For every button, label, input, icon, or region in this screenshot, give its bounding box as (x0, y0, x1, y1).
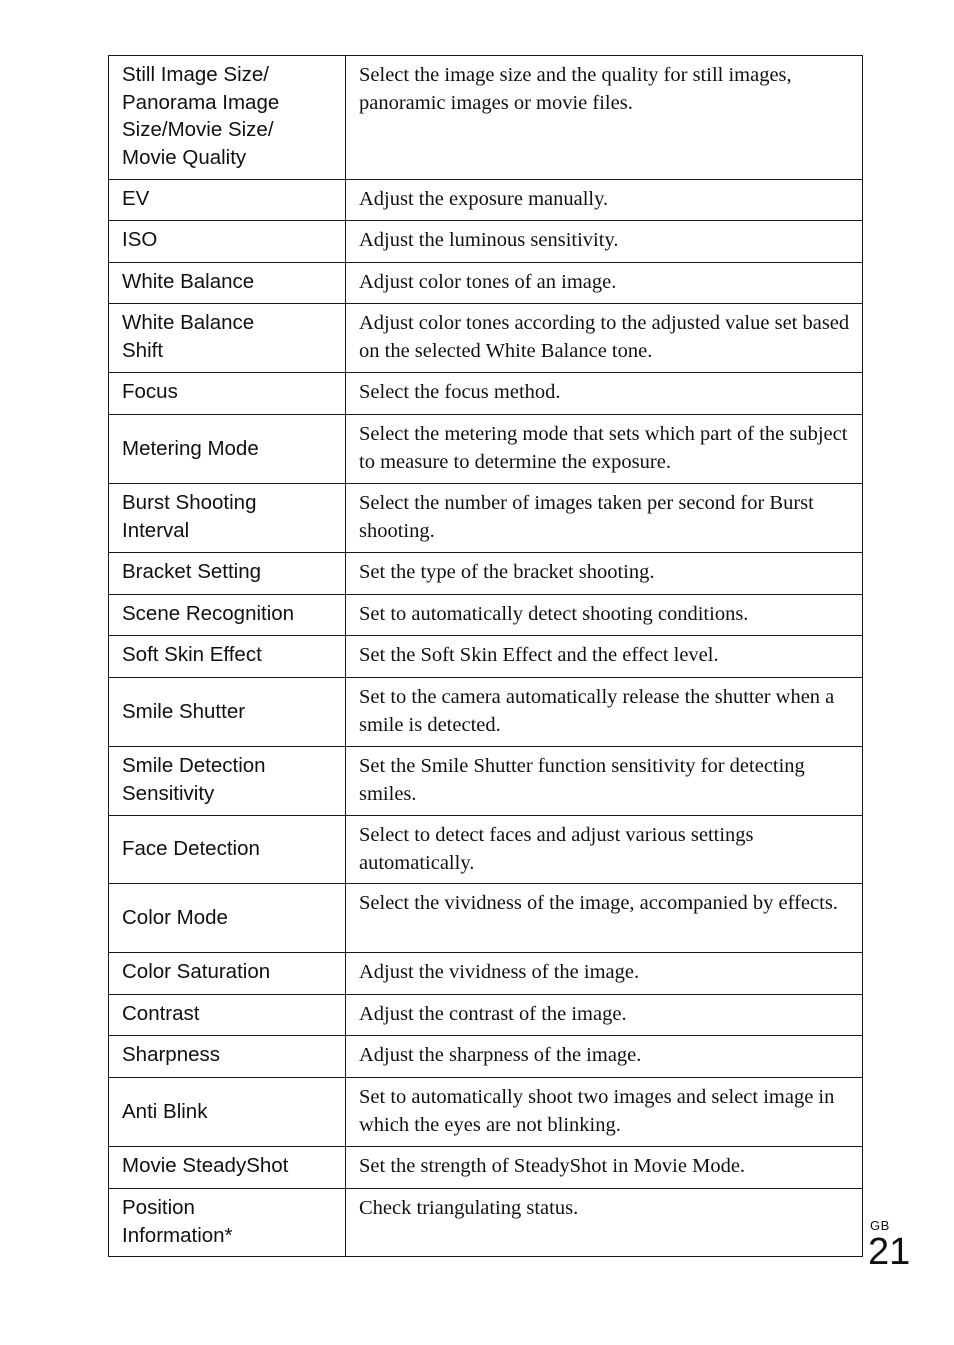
table-row (109, 553, 863, 595)
setting-name: Smile Shutter (109, 678, 346, 747)
table-row (109, 304, 863, 373)
setting-description: Select the number of images taken per second for Burst shooting. (346, 484, 863, 553)
setting-description: Set the Soft Skin Effect and the effect level. (346, 636, 863, 678)
table-row (109, 747, 863, 816)
table-row (109, 484, 863, 553)
table-row (109, 56, 863, 180)
setting-name: Color Saturation (109, 953, 346, 995)
setting-name: Contrast (109, 995, 346, 1036)
setting-description: Adjust the exposure manually. (346, 180, 863, 221)
table-row (109, 373, 863, 415)
setting-name: Position Information* (109, 1189, 346, 1257)
setting-name: Metering Mode (109, 415, 346, 484)
setting-description: Set the strength of SteadyShot in Movie Mode. (346, 1147, 863, 1189)
setting-name: Sharpness (109, 1036, 346, 1078)
setting-name: White Balance (109, 263, 346, 304)
settings-table (108, 55, 863, 1257)
setting-description: Set to automatically shoot two images and select image in which the eyes are not blinking. (346, 1078, 863, 1147)
table-row (109, 263, 863, 304)
settings-table-body (109, 56, 863, 1257)
setting-description: Check triangulating status. (346, 1189, 863, 1257)
setting-name: ISO (109, 221, 346, 263)
table-row (109, 415, 863, 484)
setting-name: Scene Recognition (109, 595, 346, 636)
table-row (109, 221, 863, 263)
table-row (109, 180, 863, 221)
region-label: GB (870, 1218, 890, 1233)
setting-name: Color Mode (109, 884, 346, 953)
table-row (109, 595, 863, 636)
setting-name: Face Detection (109, 816, 346, 884)
table-row (109, 678, 863, 747)
setting-name: EV (109, 180, 346, 221)
table-row (109, 995, 863, 1036)
setting-name: Burst Shooting Interval (109, 484, 346, 553)
page-number: 21 (868, 1231, 911, 1273)
table-row (109, 1036, 863, 1078)
setting-description: Select the image size and the quality for still images, panoramic images or movie files. (346, 56, 863, 180)
setting-description: Select to detect faces and adjust various settings automatically. (346, 816, 863, 884)
table-row (109, 884, 863, 953)
setting-description: Select the metering mode that sets which part of the subject to measure to determine the exposure. (346, 415, 863, 484)
setting-name: Movie SteadyShot (109, 1147, 346, 1189)
setting-name: White Balance Shift (109, 304, 346, 373)
setting-description: Adjust color tones of an image. (346, 263, 863, 304)
setting-description: Adjust the sharpness of the image. (346, 1036, 863, 1078)
setting-description: Adjust the vividness of the image. (346, 953, 863, 995)
setting-name: Soft Skin Effect (109, 636, 346, 678)
table-row (109, 816, 863, 884)
setting-description: Select the vividness of the image, accompanied by effects. (346, 884, 863, 953)
setting-name: Smile Detection Sensitivity (109, 747, 346, 816)
setting-name: Bracket Setting (109, 553, 346, 595)
setting-description: Set the Smile Shutter function sensitivity for detecting smiles. (346, 747, 863, 816)
setting-description: Adjust color tones according to the adjusted value set based on the selected White Balance tone. (346, 304, 863, 373)
table-row (109, 636, 863, 678)
setting-description: Set to the camera automatically release the shutter when a smile is detected. (346, 678, 863, 747)
setting-description: Set to automatically detect shooting conditions. (346, 595, 863, 636)
setting-description: Adjust the contrast of the image. (346, 995, 863, 1036)
setting-description: Adjust the luminous sensitivity. (346, 221, 863, 263)
setting-name: Anti Blink (109, 1078, 346, 1147)
setting-name: Still Image Size/ Panorama Image Size/Movie Size/ Movie Quality (109, 56, 346, 180)
setting-description: Set the type of the bracket shooting. (346, 553, 863, 595)
setting-name: Focus (109, 373, 346, 415)
table-row (109, 1189, 863, 1257)
table-row (109, 953, 863, 995)
table-row (109, 1147, 863, 1189)
setting-description: Select the focus method. (346, 373, 863, 415)
table-row (109, 1078, 863, 1147)
